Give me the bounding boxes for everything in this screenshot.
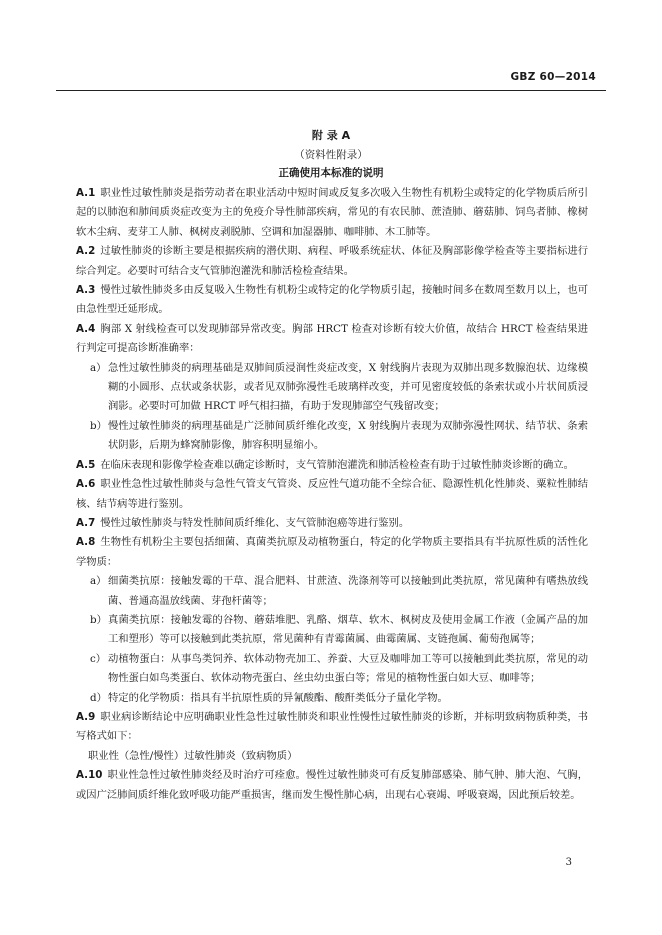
clause-text: 职业性过敏性肺炎是指劳动者在职业活动中短时间或反复多次吸入生物性有机粉尘或特定的化学物质后所引起的以肺泡和肺间质炎症改变为主的免疫介导性肺部疾病，常见的有农民肺、蔗渣肺、蘑菇肺、饲鸟者肺、橡树软木尘病、麦芽工人肺、枫树皮剥脱肺、空调和加湿器肺、咖啡肺、木工肺等。: [76, 187, 588, 238]
clause-id: A.10: [76, 769, 103, 782]
item-text: 细菌类抗原：接触发霉的干草、混合肥料、甘蔗渣、洗涤剂等可以接触到此类抗原，常见菌种有嗜热放线菌、普通高温放线菌、芽孢杆菌等；: [108, 575, 588, 607]
clause-a5: [76, 456, 588, 475]
clause-a8: [76, 533, 588, 572]
list-item: [76, 689, 588, 708]
diagnosis-format-example: 职业性（急性/慢性）过敏性肺炎（致病物质）: [88, 749, 298, 762]
clause-text: 慢性过敏性肺炎与特发性肺间质纤维化、支气管肺泡癌等进行鉴别。: [100, 516, 410, 529]
clause-a3: [76, 281, 588, 320]
clause-text: 生物性有机粉尘主要包括细菌、真菌类抗原及动植物蛋白，特定的化学物质主要指具有半抗原性质的活性化学物质：: [76, 536, 588, 568]
item-mark: a）: [90, 361, 107, 374]
clause-a7: [76, 514, 588, 533]
clause-a4: [76, 320, 588, 359]
list-item: [76, 359, 588, 417]
clause-a6: [76, 475, 588, 514]
page-number: 3: [565, 857, 572, 868]
list-item: [76, 650, 588, 689]
item-text: 急性过敏性肺炎的病理基础是双肺间质浸润性炎症改变，X 射线胸片表现为双肺出现多数腺泡状、边缘模糊的小圆形、点状或条状影，或者见双肺弥漫性毛玻璃样改变，并可见密度较低的条索状或小片状间质浸润影。必要时可加做 HRCT 呼气相扫描，有助于发现肺部空气残留改变；: [108, 361, 588, 413]
item-text: 动植物蛋白：从事鸟类饲养、软体动物壳加工、养蚕、大豆及咖啡加工等可以接触到此类抗原，常见的动物性蛋白如鸟类蛋白、软体动物壳蛋白、丝虫幼虫蛋白等；常见的植物性蛋白如大豆、咖啡等；: [108, 652, 588, 685]
item-mark: b）: [90, 419, 107, 432]
header-rule: [56, 90, 606, 91]
clause-id: A.6: [76, 478, 96, 491]
clause-id: A.1: [76, 187, 96, 199]
item-mark: d）: [90, 691, 107, 704]
annex-nature: （资料性附录）: [294, 148, 368, 161]
clause-id: A.7: [76, 516, 96, 529]
clause-a10: [76, 766, 588, 805]
clause-text: 胸部 X 射线检查可以发现肺部异常改变。胸部 HRCT 检查对诊断有较大价值，故结合 HRCT 检查结果进行判定可提高诊断准确率：: [76, 322, 588, 355]
standard-code: GBZ 60—2014: [510, 71, 596, 83]
clause-id: A.3: [76, 284, 96, 297]
item-mark: c）: [90, 652, 107, 665]
item-mark: b）: [90, 613, 107, 626]
clause-id: A.4: [76, 322, 96, 335]
clause-text: 职业病诊断结论中应明确职业性急性过敏性肺炎和职业性慢性过敏性肺炎的诊断，并标明致病物质种类，书写格式如下：: [76, 710, 588, 743]
list-item: [76, 417, 588, 456]
clause-id: A.5: [76, 458, 96, 471]
clause-id: A.9: [76, 710, 96, 723]
item-text: 特定的化学物质：指具有半抗原性质的异氰酸酯、酸酐类低分子量化学物。: [108, 691, 448, 704]
annex-title: 附 录 A: [311, 129, 351, 142]
item-mark: a）: [90, 575, 107, 588]
clause-text: 职业性急性过敏性肺炎经及时治疗可痊愈。慢性过敏性肺炎可有反复肺部感染、肺气肿、肺大泡、气胸，或因广泛肺间质纤维化致呼吸功能严重损害，继而发生慢性肺心病，出现右心衰竭、呼吸衰竭，因此预后较差。: [76, 769, 588, 801]
list-item: [76, 572, 588, 611]
list-item: [76, 611, 588, 650]
clause-a1: [76, 184, 588, 242]
annex-heading: [0, 127, 662, 183]
clause-id: A.8: [76, 536, 96, 549]
clause-text: 慢性过敏性肺炎多由反复吸入生物性有机粉尘或特定的化学物质引起，接触时间多在数周至数月以上，也可由急性型迁延形成。: [76, 284, 588, 316]
item-text: 慢性过敏性肺炎的病理基础是广泛肺间质纤维化改变，X 射线胸片表现为双肺弥漫性网状、结节状、条索状阴影，后期为蜂窝肺影像，肺容积明显缩小。: [108, 419, 588, 452]
clause-a9: [76, 708, 588, 747]
clause-text: 过敏性肺炎的诊断主要是根据疾病的潜伏期、病程、呼吸系统症状、体征及胸部影像学检查等主要指标进行综合判定。必要时可结合支气管肺泡灌洗和肺活检检查结果。: [76, 245, 588, 277]
clause-text: 在临床表现和影像学检查难以确定诊断时，支气管肺泡灌洗和肺活检检查有助于过敏性肺炎诊断的确立。: [100, 458, 574, 471]
item-text: 真菌类抗原：接触发霉的谷物、蘑菇堆肥、乳酪、烟草、软木、枫树皮及使用金属工作液（金属产品的加工和塑形）等可以接触到此类抗原，常见菌种有青霉菌属、曲霉菌属、支链孢属、葡萄孢属等；: [108, 613, 588, 646]
clause-text: 职业性急性过敏性肺炎与急性气管支气管炎、反应性气道功能不全综合征、隐源性机化性肺炎、粟粒性肺结核、结节病等进行鉴别。: [76, 478, 588, 510]
annex-body: [76, 184, 588, 805]
annex-name: 正确使用本标准的说明: [278, 167, 384, 179]
clause-a2: [76, 242, 588, 281]
clause-id: A.2: [76, 245, 96, 258]
